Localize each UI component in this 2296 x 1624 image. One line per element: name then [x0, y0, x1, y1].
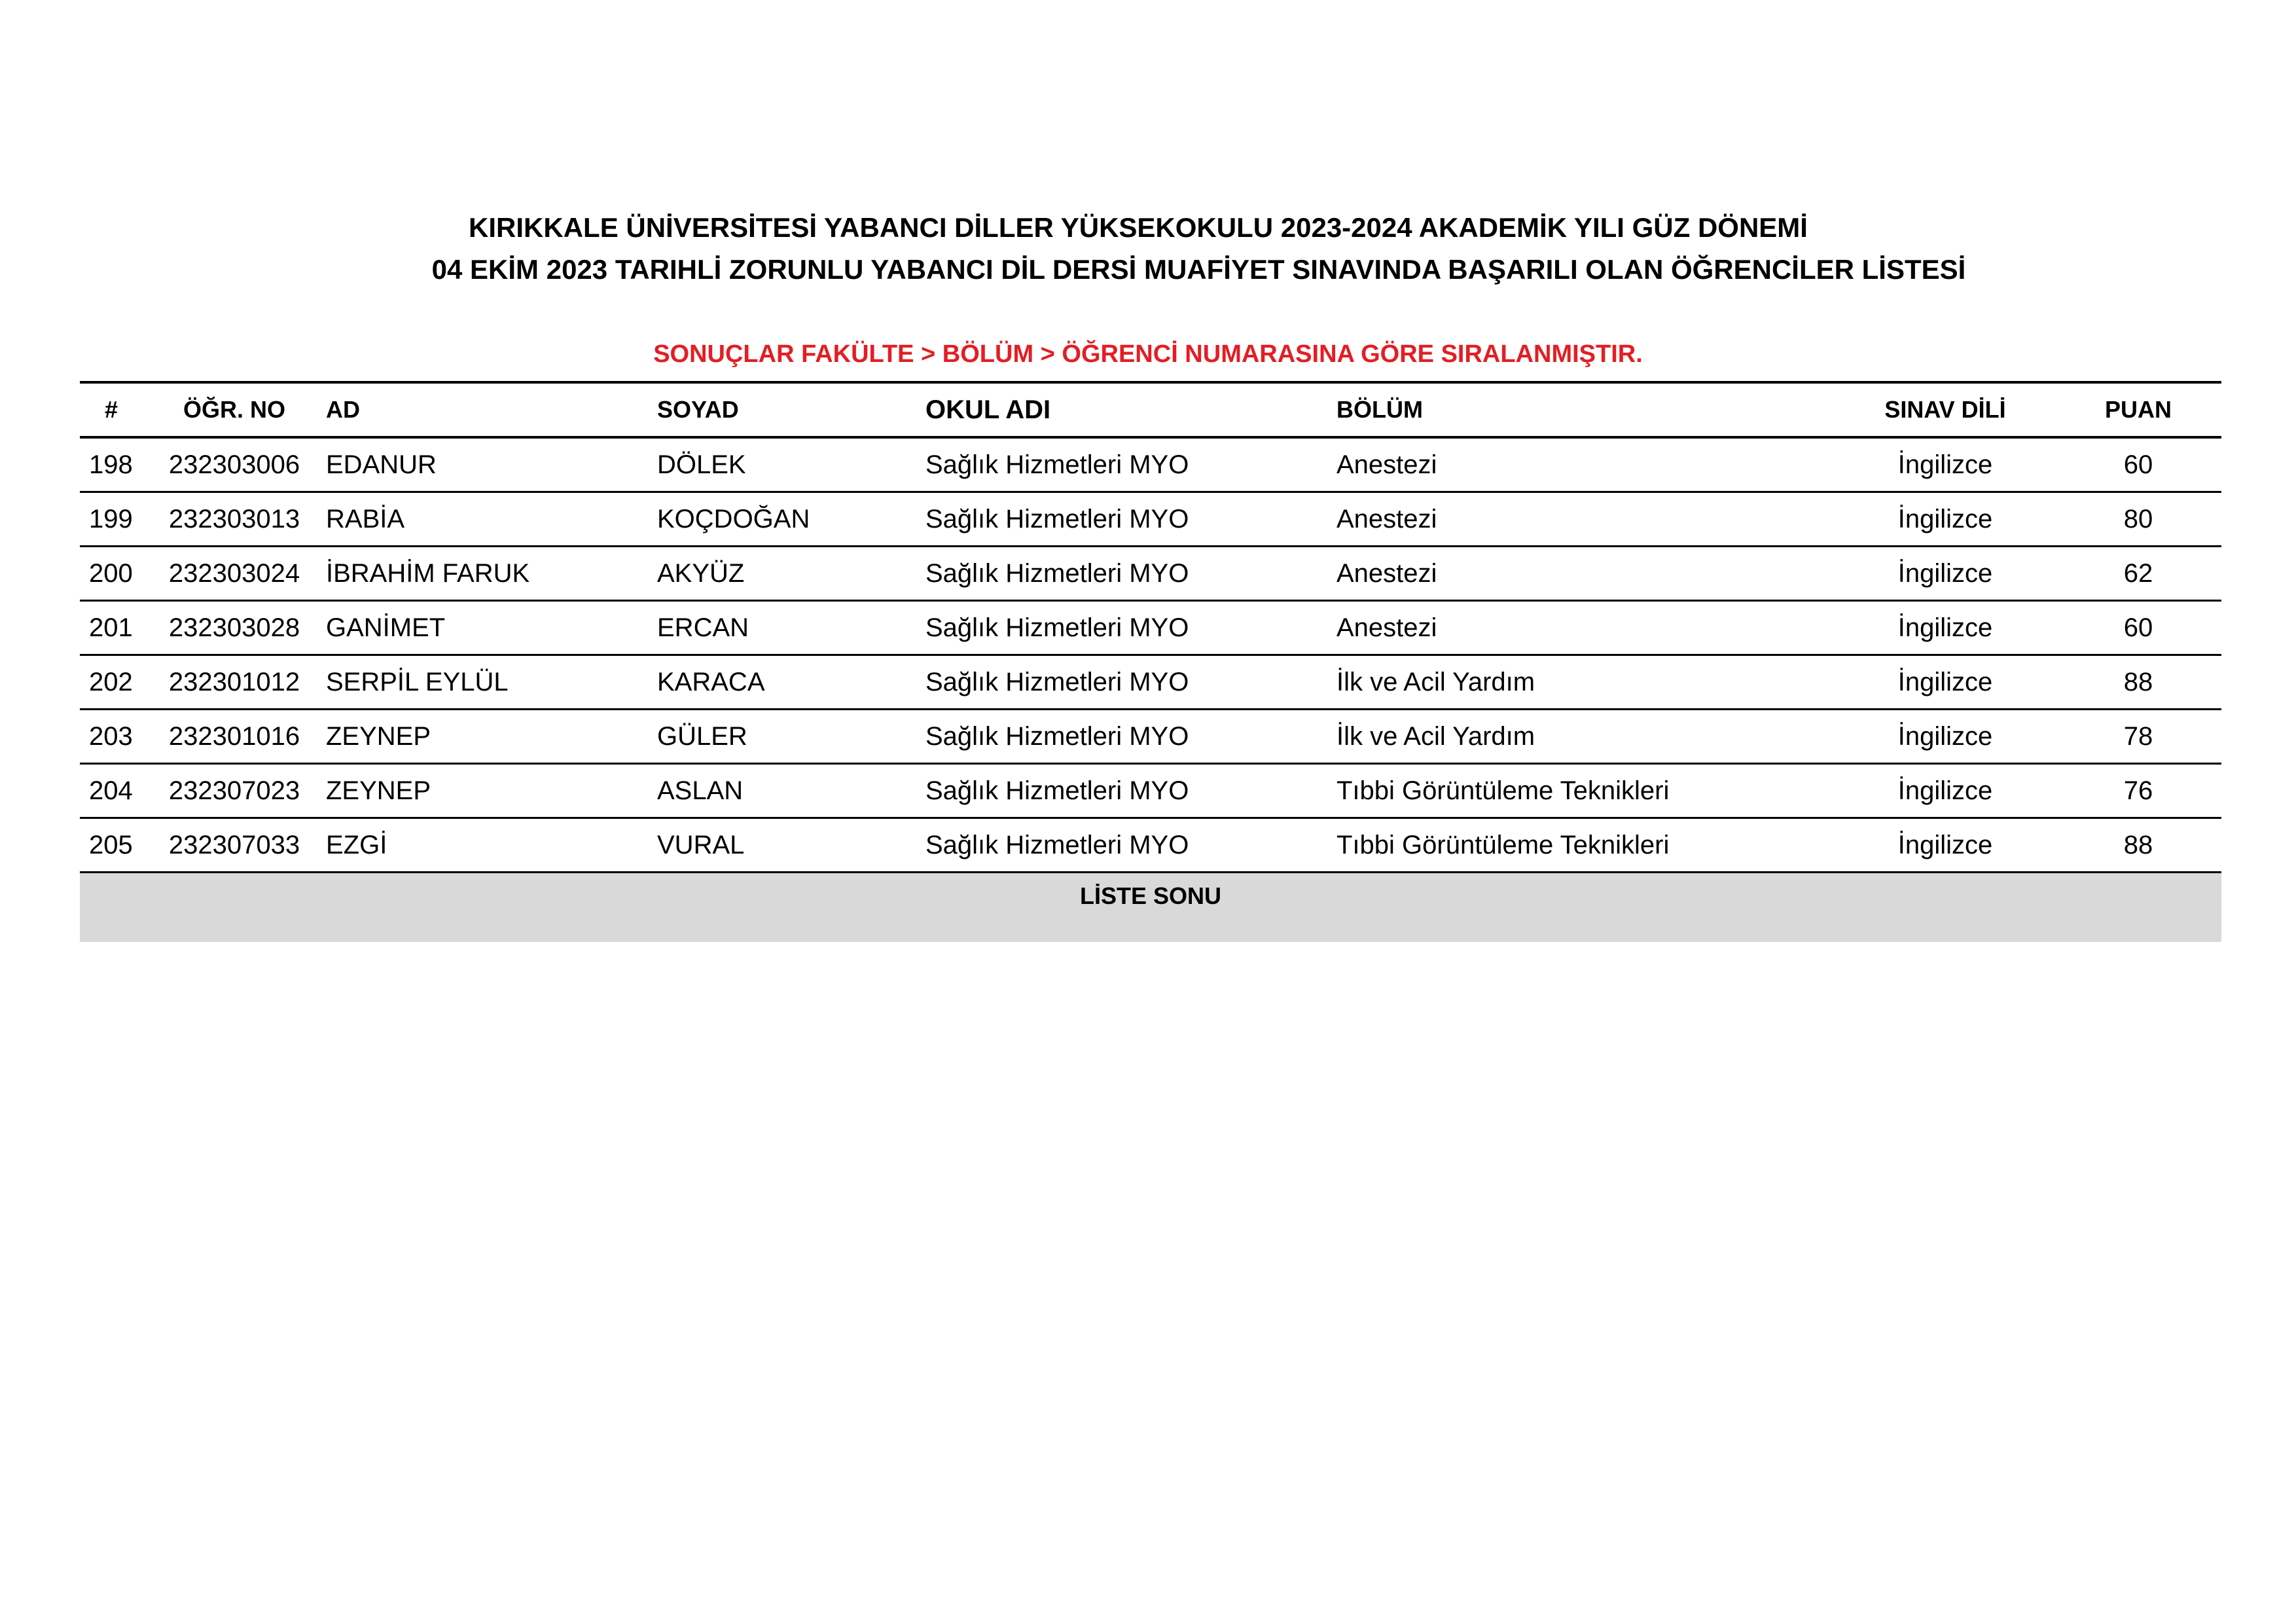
cell-exam-language: İngilizce: [1897, 667, 1993, 696]
header-school-name: OKUL ADI: [925, 395, 1051, 424]
cell-school-name: Sağlık Hizmetleri MYO: [925, 667, 1189, 696]
header-score: PUAN: [2104, 396, 2172, 423]
cell-department: Anestezi: [1336, 504, 1437, 533]
table-row: [80, 655, 2221, 710]
cell-department: Tıbbi Görüntüleme Teknikleri: [1336, 830, 1670, 859]
table-row: [80, 764, 2221, 818]
cell-school-name: Sağlık Hizmetleri MYO: [925, 450, 1189, 479]
page-title: [0, 208, 2296, 289]
cell-student-number: 232307023: [168, 776, 300, 805]
cell-last-name: KARACA: [657, 667, 765, 696]
cell-first-name: EZGİ: [326, 830, 387, 859]
cell-student-number: 232303024: [168, 558, 300, 588]
cell-student-number: 232303013: [168, 504, 300, 533]
cell-department: Anestezi: [1336, 558, 1437, 588]
cell-index: 198: [89, 450, 133, 479]
table-row: [80, 818, 2221, 873]
cell-exam-language: İngilizce: [1897, 776, 1993, 805]
cell-school-name: Sağlık Hizmetleri MYO: [925, 830, 1189, 859]
cell-last-name: GÜLER: [657, 721, 747, 751]
cell-score: 76: [2123, 776, 2153, 805]
title-line-university: KIRIKKALE ÜNİVERSİTESİ YABANCI DİLLER YÜKSEKOKULU 2023-2024 AKADEMİK YILI GÜZ DÖNEMİ: [469, 212, 1808, 243]
table-row: [80, 492, 2221, 547]
header-exam-language: SINAV DİLİ: [1884, 396, 2006, 423]
cell-index: 199: [89, 504, 133, 533]
cell-last-name: KOÇDOĞAN: [657, 504, 810, 533]
cell-index: 202: [89, 667, 133, 696]
cell-first-name: SERPİL EYLÜL: [326, 667, 509, 696]
cell-last-name: ERCAN: [657, 613, 749, 642]
table-row: [80, 437, 2221, 492]
cell-index: 205: [89, 830, 133, 859]
results-table: [80, 381, 2221, 942]
cell-student-number: 232307033: [168, 830, 300, 859]
cell-exam-language: İngilizce: [1897, 450, 1993, 479]
list-end-row: [80, 873, 2221, 942]
cell-school-name: Sağlık Hizmetleri MYO: [925, 776, 1189, 805]
cell-last-name: DÖLEK: [657, 450, 746, 479]
cell-score: 62: [2123, 558, 2153, 588]
cell-index: 203: [89, 721, 133, 751]
title-line-exam: 04 EKİM 2023 TARIHLİ ZORUNLU YABANCI DİL DERSİ MUAFİYET SINAVINDA BAŞARILI OLAN ÖĞRENCİLER LİSTESİ: [431, 254, 1966, 285]
cell-score: 88: [2123, 830, 2153, 859]
cell-department: Anestezi: [1336, 613, 1437, 642]
cell-score: 60: [2123, 613, 2153, 642]
cell-student-number: 232303028: [168, 613, 300, 642]
cell-exam-language: İngilizce: [1897, 613, 1993, 642]
cell-student-number: 232303006: [168, 450, 300, 479]
header-student-number: ÖĞR. NO: [183, 396, 285, 423]
header-index: #: [104, 396, 118, 423]
cell-student-number: 232301016: [168, 721, 300, 751]
cell-first-name: EDANUR: [326, 450, 437, 479]
cell-index: 201: [89, 613, 133, 642]
cell-first-name: GANİMET: [326, 613, 446, 642]
cell-score: 88: [2123, 667, 2153, 696]
list-end-label: LİSTE SONU: [80, 873, 2221, 942]
cell-school-name: Sağlık Hizmetleri MYO: [925, 504, 1189, 533]
cell-exam-language: İngilizce: [1897, 721, 1993, 751]
cell-department: Tıbbi Görüntüleme Teknikleri: [1336, 776, 1670, 805]
table-row: [80, 710, 2221, 764]
sort-order-note: SONUÇLAR FAKÜLTE > BÖLÜM > ÖĞRENCİ NUMARASINA GÖRE SIRALANMIŞTIR.: [653, 340, 1643, 368]
cell-department: Anestezi: [1336, 450, 1437, 479]
cell-first-name: ZEYNEP: [326, 776, 431, 805]
cell-exam-language: İngilizce: [1897, 830, 1993, 859]
table-row: [80, 547, 2221, 601]
cell-school-name: Sağlık Hizmetleri MYO: [925, 558, 1189, 588]
header-last-name: SOYAD: [657, 396, 739, 423]
cell-first-name: İBRAHİM FARUK: [326, 558, 530, 588]
cell-last-name: ASLAN: [657, 776, 744, 805]
cell-school-name: Sağlık Hizmetleri MYO: [925, 721, 1189, 751]
header-department: BÖLÜM: [1336, 396, 1423, 423]
cell-department: İlk ve Acil Yardım: [1336, 667, 1535, 696]
cell-last-name: AKYÜZ: [657, 558, 745, 588]
cell-exam-language: İngilizce: [1897, 558, 1993, 588]
table-row: [80, 601, 2221, 655]
cell-score: 60: [2123, 450, 2153, 479]
cell-exam-language: İngilizce: [1897, 504, 1993, 533]
cell-first-name: ZEYNEP: [326, 721, 431, 751]
cell-score: 80: [2123, 504, 2153, 533]
cell-department: İlk ve Acil Yardım: [1336, 721, 1535, 751]
header-first-name: AD: [326, 396, 360, 423]
cell-score: 78: [2123, 721, 2153, 751]
table-header-row: [80, 382, 2221, 437]
cell-student-number: 232301012: [168, 667, 300, 696]
cell-index: 204: [89, 776, 133, 805]
cell-school-name: Sağlık Hizmetleri MYO: [925, 613, 1189, 642]
cell-last-name: VURAL: [657, 830, 745, 859]
cell-first-name: RABİA: [326, 504, 405, 533]
cell-index: 200: [89, 558, 133, 588]
